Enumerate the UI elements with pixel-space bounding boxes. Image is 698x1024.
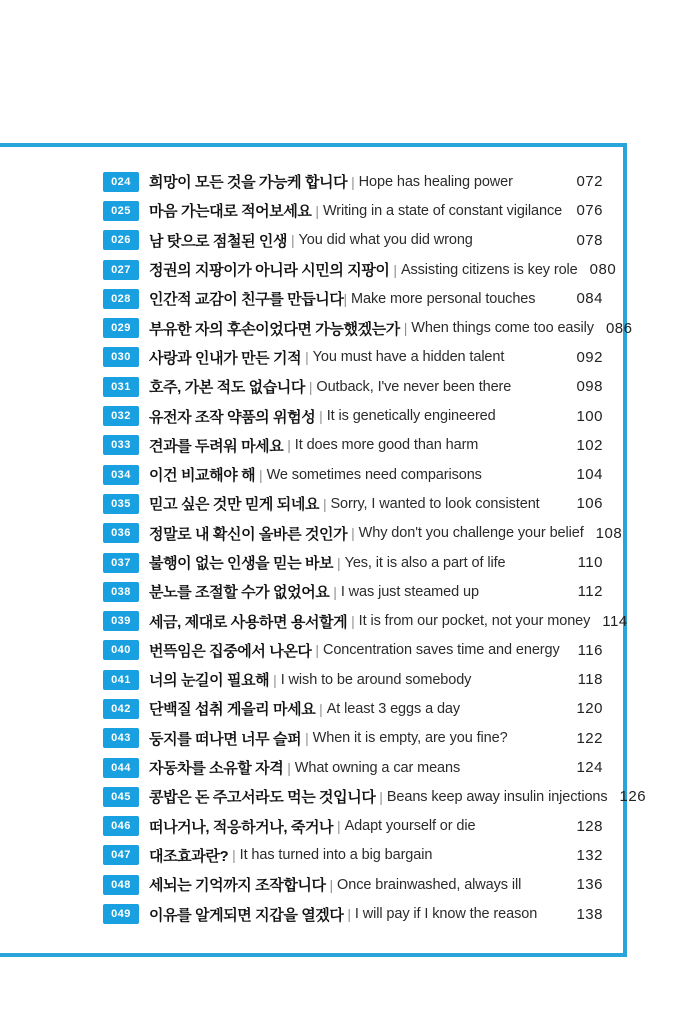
entry-page-number: 112 — [577, 583, 603, 601]
entry-page-number: 114 — [602, 612, 628, 630]
entry-title-english: Once brainwashed, always ill — [337, 876, 522, 893]
entry-separator: | — [315, 408, 327, 425]
entry-page-number: 116 — [577, 641, 603, 659]
toc-row — [103, 226, 603, 255]
entry-page-number: 106 — [576, 495, 603, 513]
entry-separator: | — [283, 759, 295, 776]
entry-title-korean: 이건 비교해야 해 — [149, 467, 256, 485]
entry-number-badge: 036 — [103, 523, 139, 543]
entry-title-korean: 번뜩임은 집중에서 나온다 — [149, 642, 312, 660]
entry-page-number: 108 — [595, 524, 623, 542]
entry-page-number: 098 — [576, 378, 603, 396]
entry-title-korean: 떠나거나, 적응하거나, 죽거나 — [149, 818, 334, 836]
entry-number-badge: 033 — [103, 435, 139, 455]
entry-separator: | — [311, 642, 323, 659]
entry-page-number: 128 — [576, 817, 603, 835]
entry-title-english: Concentration saves time and energy — [322, 642, 560, 659]
entry-title-english: What owning a car means — [294, 759, 461, 776]
entry-separator: | — [389, 261, 401, 278]
entry-title-korean: 정권의 지팡이가 아니라 시민의 지팡이 — [149, 262, 390, 280]
entry-title-korean: 부유한 자의 후손이었다면 가능했겠는가 — [149, 320, 400, 338]
entry-separator: | — [269, 671, 281, 688]
entry-page-number: 118 — [577, 671, 603, 689]
entry-title-korean: 남 탓으로 점철된 인생 — [149, 232, 288, 250]
entry-separator: | — [343, 906, 355, 923]
entry-separator: | — [255, 466, 267, 483]
entry-separator: | — [228, 847, 240, 864]
entry-number-badge: 040 — [103, 640, 139, 660]
entry-number-badge: 047 — [103, 845, 139, 865]
entry-number-badge: 048 — [103, 875, 139, 895]
entry-separator: | — [287, 232, 299, 249]
entry-title-english: Assisting citizens is key role — [400, 261, 578, 278]
entry-number-badge: 025 — [103, 201, 139, 221]
entry-title-english: It does more good than harm — [294, 437, 479, 454]
entry-page-number: 122 — [576, 729, 603, 747]
entry-number-badge: 032 — [103, 406, 139, 426]
entry-title-english: Outback, I've never been there — [316, 378, 512, 395]
entry-title-english: It has turned into a big bargain — [239, 847, 433, 864]
entry-number-badge: 042 — [103, 699, 139, 719]
toc-row — [103, 401, 603, 430]
entry-page-number: 132 — [576, 846, 603, 864]
entry-number-badge: 046 — [103, 816, 139, 836]
entry-separator: | — [347, 173, 359, 190]
toc-row — [103, 431, 603, 460]
entry-title-korean: 유전자 조작 약품의 위험성 — [149, 408, 316, 426]
entry-number-badge: 037 — [103, 553, 139, 573]
entry-page-number: 076 — [576, 202, 603, 220]
toc-row — [103, 460, 603, 489]
entry-title-english: When things come too easily — [411, 320, 594, 337]
entry-title-english: I wish to be around somebody — [280, 671, 472, 688]
entry-number-badge: 043 — [103, 728, 139, 748]
entry-title-english: Yes, it is also a part of life — [344, 554, 506, 571]
entry-number-badge: 035 — [103, 494, 139, 514]
entry-page-number: 104 — [576, 466, 603, 484]
toc-row — [103, 548, 603, 577]
entry-title-english: Hope has healing power — [358, 173, 513, 190]
entry-number-badge: 027 — [103, 260, 139, 280]
entry-page-number: 092 — [576, 348, 603, 366]
toc-row — [103, 665, 603, 694]
entry-page-number: 138 — [576, 905, 603, 923]
entry-separator: | — [329, 583, 341, 600]
entry-separator: | — [301, 349, 313, 366]
entry-title-korean: 둥지를 떠나면 너무 슬퍼 — [149, 730, 302, 748]
entry-title-korean: 대조효과란? — [149, 847, 229, 865]
entry-title-english: When it is empty, are you fine? — [312, 730, 508, 747]
entry-number-badge: 044 — [103, 758, 139, 778]
entry-separator: | — [301, 730, 313, 747]
entry-separator: | — [283, 437, 295, 454]
entry-page-number: 080 — [589, 261, 617, 279]
entry-title-english: We sometimes need comparisons — [266, 466, 482, 483]
toc-row — [103, 841, 603, 870]
entry-title-english: Writing in a state of constant vigilance — [322, 202, 563, 219]
entry-title-korean: 호주, 가본 적도 없습니다 — [149, 379, 305, 397]
toc-row — [103, 343, 603, 372]
entry-separator: | — [333, 818, 345, 835]
entry-title-english: Beans keep away insulin injections — [386, 788, 608, 805]
entry-separator: | — [399, 320, 412, 337]
entry-title-korean: 믿고 싶은 것만 믿게 되네요 — [149, 496, 320, 514]
entry-number-badge: 045 — [103, 787, 139, 807]
entry-title-english: Make more personal touches — [351, 290, 536, 307]
entry-number-badge: 030 — [103, 347, 139, 367]
entry-title-korean: 마음 가는대로 적어보세요 — [149, 203, 312, 221]
entry-title-english: It is from our pocket, not your money — [358, 613, 591, 630]
toc-row — [103, 519, 623, 548]
entry-title-korean: 희망이 모든 것을 가능케 합니다 — [149, 174, 348, 192]
entry-number-badge: 029 — [103, 318, 139, 338]
entry-title-english: I was just steamed up — [340, 583, 479, 600]
toc-row — [103, 313, 633, 342]
entry-page-number: 102 — [576, 436, 603, 454]
entry-title-english: Sorry, I wanted to look consistent — [330, 495, 540, 512]
entry-number-badge: 026 — [103, 230, 139, 250]
toc-row — [103, 870, 603, 899]
entry-title-korean: 단백질 섭취 게을리 마세요 — [149, 701, 316, 719]
entry-number-badge: 038 — [103, 582, 139, 602]
toc-row — [103, 753, 603, 782]
toc-row — [103, 694, 603, 723]
entry-title-korean: 사랑과 인내가 만든 기적 — [149, 349, 302, 367]
toc-row — [103, 167, 603, 196]
entry-title-korean: 이유를 알게되면 지갑을 열겠다 — [149, 906, 344, 924]
toc-frame — [0, 143, 647, 957]
entry-title-english: It is genetically engineered — [326, 408, 496, 425]
entry-title-korean: 정말로 내 확신이 올바른 것인가 — [149, 525, 348, 543]
toc-row — [103, 577, 603, 606]
entry-number-badge: 039 — [103, 611, 139, 631]
entry-title-english: You did what you did wrong — [298, 232, 473, 249]
entry-number-badge: 049 — [103, 904, 139, 924]
toc-row — [103, 636, 603, 665]
entry-title-korean: 너의 눈길이 필요해 — [149, 672, 270, 690]
entry-separator: | — [325, 876, 338, 893]
entry-number-badge: 034 — [103, 465, 139, 485]
entry-number-badge: 031 — [103, 377, 139, 397]
entry-title-english: I will pay if I know the reason — [354, 906, 538, 923]
entry-separator: | — [343, 290, 352, 307]
entry-page-number: 120 — [576, 700, 603, 718]
entry-separator: | — [315, 700, 327, 717]
entry-title-korean: 불행이 없는 인생을 믿는 바보 — [149, 555, 334, 572]
entry-title-korean: 인간적 교감이 친구를 만듭니다 — [149, 291, 344, 309]
toc-row — [103, 372, 603, 401]
entry-page-number: 084 — [576, 290, 603, 308]
entry-title-korean: 분노를 조절할 수가 없었어요 — [149, 584, 330, 602]
entry-page-number: 086 — [605, 319, 633, 337]
entry-title-english: Adapt yourself or die — [344, 818, 476, 835]
entry-page-number: 078 — [576, 231, 603, 249]
entry-page-number: 136 — [576, 876, 603, 894]
entry-page-number: 110 — [577, 554, 603, 571]
toc-row — [103, 196, 603, 225]
entry-separator: | — [347, 613, 359, 630]
entry-page-number: 072 — [576, 173, 603, 191]
toc-row — [103, 724, 603, 753]
entry-number-badge: 028 — [103, 289, 139, 309]
toc-row — [103, 489, 603, 518]
entry-title-english: At least 3 eggs a day — [326, 700, 461, 717]
entry-page-number: 126 — [619, 788, 647, 806]
entry-number-badge: 041 — [103, 670, 139, 690]
entry-separator: | — [319, 495, 331, 512]
entry-separator: | — [375, 788, 387, 805]
entry-number-badge: 024 — [103, 172, 139, 192]
toc-list — [103, 167, 647, 929]
entry-separator: | — [333, 554, 345, 571]
entry-title-english: You must have a hidden talent — [312, 349, 505, 366]
entry-separator: | — [304, 378, 317, 395]
toc-row — [103, 782, 647, 811]
entry-page-number: 100 — [576, 407, 603, 425]
entry-title-english: Why don't you challenge your belief — [358, 525, 584, 542]
toc-row — [103, 606, 628, 635]
toc-row — [103, 899, 603, 928]
entry-title-korean: 자동차를 소유할 자격 — [149, 760, 284, 778]
entry-title-korean: 견과를 두려워 마세요 — [149, 437, 284, 455]
toc-row — [103, 284, 603, 313]
toc-row — [103, 812, 603, 841]
entry-title-korean: 콩밥은 돈 주고서라도 먹는 것입니다 — [149, 789, 376, 807]
entry-separator: | — [311, 202, 323, 219]
entry-separator: | — [347, 525, 359, 542]
entry-title-korean: 세금, 제대로 사용하면 용서할게 — [149, 613, 348, 631]
toc-row — [103, 255, 617, 284]
entry-title-korean: 세뇌는 기억까지 조작합니다 — [149, 877, 326, 895]
entry-page-number: 124 — [576, 759, 603, 777]
